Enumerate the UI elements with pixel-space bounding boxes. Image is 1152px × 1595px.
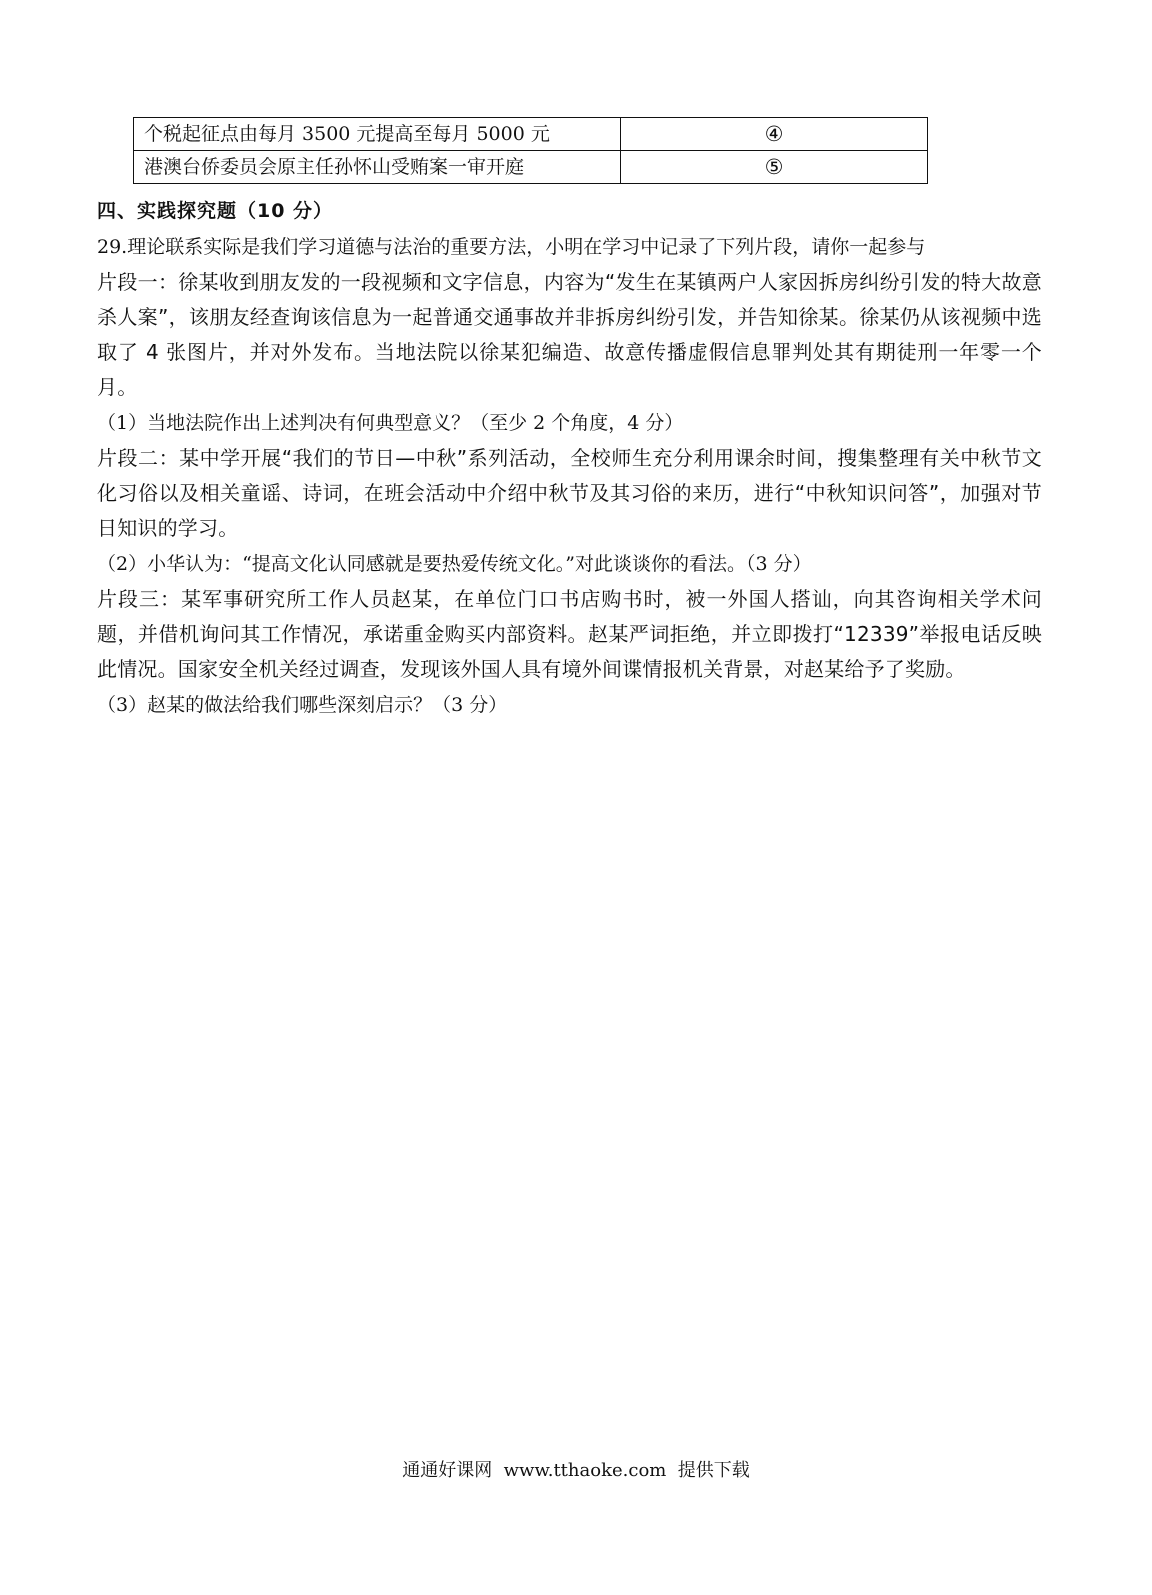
section-title: 四、实践探究题（10 分） <box>97 200 334 222</box>
sub-question-3: （3）赵某的做法给我们哪些深刻启示？（3 分） <box>97 694 508 716</box>
sub-question-1: （1）当地法院作出上述判决有何典型意义？（至少 2 个角度，4 分） <box>97 412 684 434</box>
footer-credit: 通通好课网 www.tthaoke.com 提供下载 <box>402 1460 750 1481</box>
fragment-two: 片段二：某中学开展“我们的节日—中秋”系列活动，全校师生充分利用课余时间，搜集整理有关中秋节文化习俗以及相关童谣、诗词，在班会活动中介绍中秋节及其习俗的来历，进行“中秋知识问答”，加强对节日知识的学习。 <box>97 446 1042 540</box>
fragment-one: 片段一：徐某收到朋友发的一段视频和文字信息，内容为“发生在某镇两户人家因拆房纠纷引发的特大故意杀人案”，该朋友经查询该信息为一起普通交通事故并非拆房纠纷引发，并告知徐某。徐某仍从该视频中选取了 4 张图片，并对外发布。当地法院以徐某犯编造、故意传播虚假信息罪判处其有期徒刑一年零一个月。 <box>97 270 1042 399</box>
event-cell: 港澳台侨委员会原主任孙怀山受贿案一审开庭 <box>134 151 621 184</box>
fragment-three: 片段三：某军事研究所工作人员赵某，在单位门口书店购书时，被一外国人搭讪，向其咨询相关学术问题，并借机询问其工作情况，承诺重金购买内部资料。赵某严词拒绝，并立即拨打“12339”举报电话反映此情况。国家安全机关经过调查，发现该外国人具有境外间谍情报机关背景，对赵某给予了奖励。 <box>97 587 1042 681</box>
answer-mark-cell: ⑤ <box>621 151 928 184</box>
table-row <box>134 151 928 184</box>
answer-mark-cell: ④ <box>621 118 928 151</box>
sub-question-2: （2）小华认为：“提高文化认同感就是要热爱传统文化。”对此谈谈你的看法。（3 分） <box>97 553 812 575</box>
table-row <box>134 118 928 151</box>
question-29 <box>97 230 1042 723</box>
question-intro: 29.理论联系实际是我们学习道德与法治的重要方法，小明在学习中记录了下列片段，请你一起参与 <box>97 236 926 258</box>
events-table <box>133 117 928 184</box>
event-cell: 个税起征点由每月 3500 元提高至每月 5000 元 <box>134 118 621 151</box>
